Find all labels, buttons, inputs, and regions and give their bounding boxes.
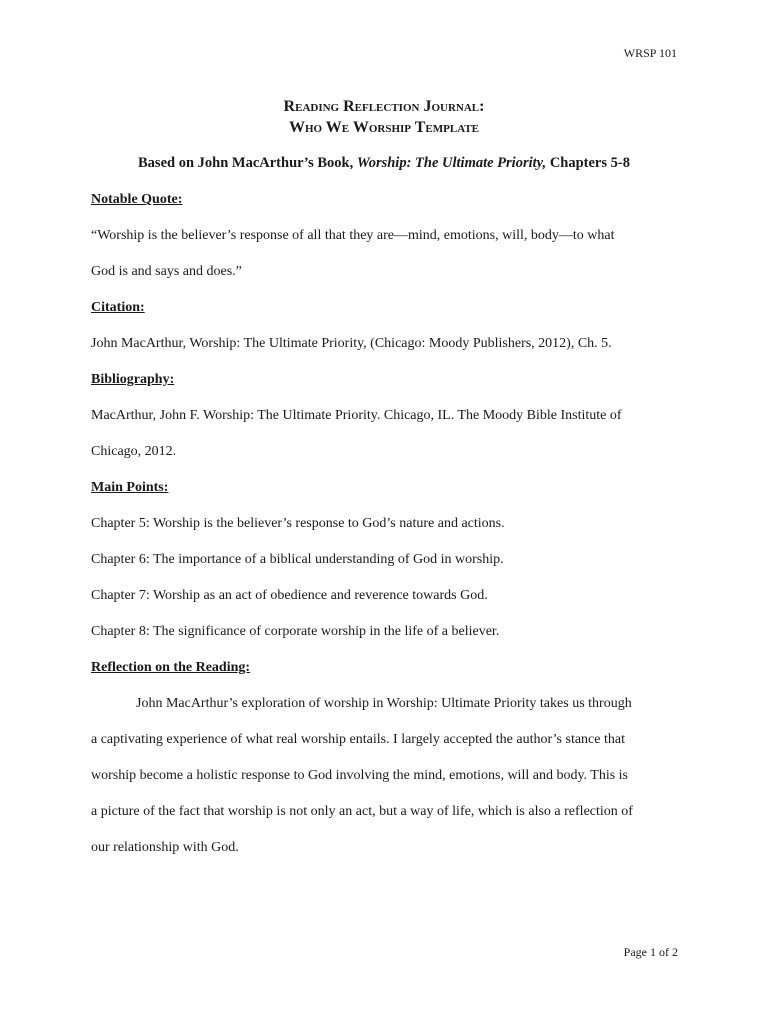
course-code: WRSP 101 [623, 46, 677, 60]
main-point-item: Chapter 8: The significance of corporate worship in the life of a believer. [91, 624, 500, 639]
reflection-line: John MacArthur’s exploration of worship in Worship: Ultimate Priority takes us through [136, 696, 632, 711]
notable-quote-heading: Notable Quote: [91, 192, 183, 207]
main-points-heading: Main Points: [91, 480, 169, 495]
bibliography-line: Chicago, 2012. [91, 444, 177, 459]
reflection-line: our relationship with God. [91, 840, 239, 855]
bibliography-heading: Bibliography: [91, 372, 175, 387]
bibliography-section [91, 368, 681, 476]
citation-text: John MacArthur, Worship: The Ultimate Priority, (Chicago: Moody Publishers, 2012), Ch. 5. [91, 336, 612, 351]
notable-quote-section [91, 188, 681, 296]
main-points-section [91, 476, 681, 656]
reflection-section [91, 656, 681, 872]
reflection-line: a picture of the fact that worship is not only an act, but a way of life, which is also a reflection of [91, 804, 633, 819]
document-body [91, 188, 681, 872]
quote-line: “Worship is the believer’s response of all that they are—mind, emotions, will, body—to what [91, 228, 615, 243]
main-point-item: Chapter 5: Worship is the believer’s response to God’s nature and actions. [91, 516, 505, 531]
title-line-2: Who We Worship Template [288, 119, 479, 136]
subtitle-book-title: Worship: The Ultimate Priority, [356, 155, 547, 171]
bibliography-line: MacArthur, John F. Worship: The Ultimate Priority. Chicago, IL. The Moody Bible Institute of [91, 408, 622, 423]
reflection-line: worship become a holistic response to God involving the mind, emotions, will and body. This is [91, 768, 629, 783]
quote-line: God is and says and does.” [91, 264, 242, 279]
citation-section [91, 296, 681, 368]
reflection-line: a captivating experience of what real worship entails. I largely accepted the author’s stance that [91, 732, 625, 747]
reflection-heading: Reflection on the Reading: [91, 660, 251, 675]
document-title [0, 96, 768, 138]
page-number: Page 1 of 2 [623, 945, 678, 959]
title-line-1: Reading Reflection Journal: [283, 98, 485, 115]
main-point-item: Chapter 7: Worship as an act of obedience and reverence towards God. [91, 588, 488, 603]
subtitle-suffix: Chapters 5-8 [546, 155, 630, 171]
main-point-item: Chapter 6: The importance of a biblical understanding of God in worship. [91, 552, 504, 567]
citation-heading: Citation: [91, 300, 145, 315]
document-subtitle [0, 155, 768, 172]
subtitle-prefix: Based on John MacArthur’s Book, [138, 155, 357, 171]
